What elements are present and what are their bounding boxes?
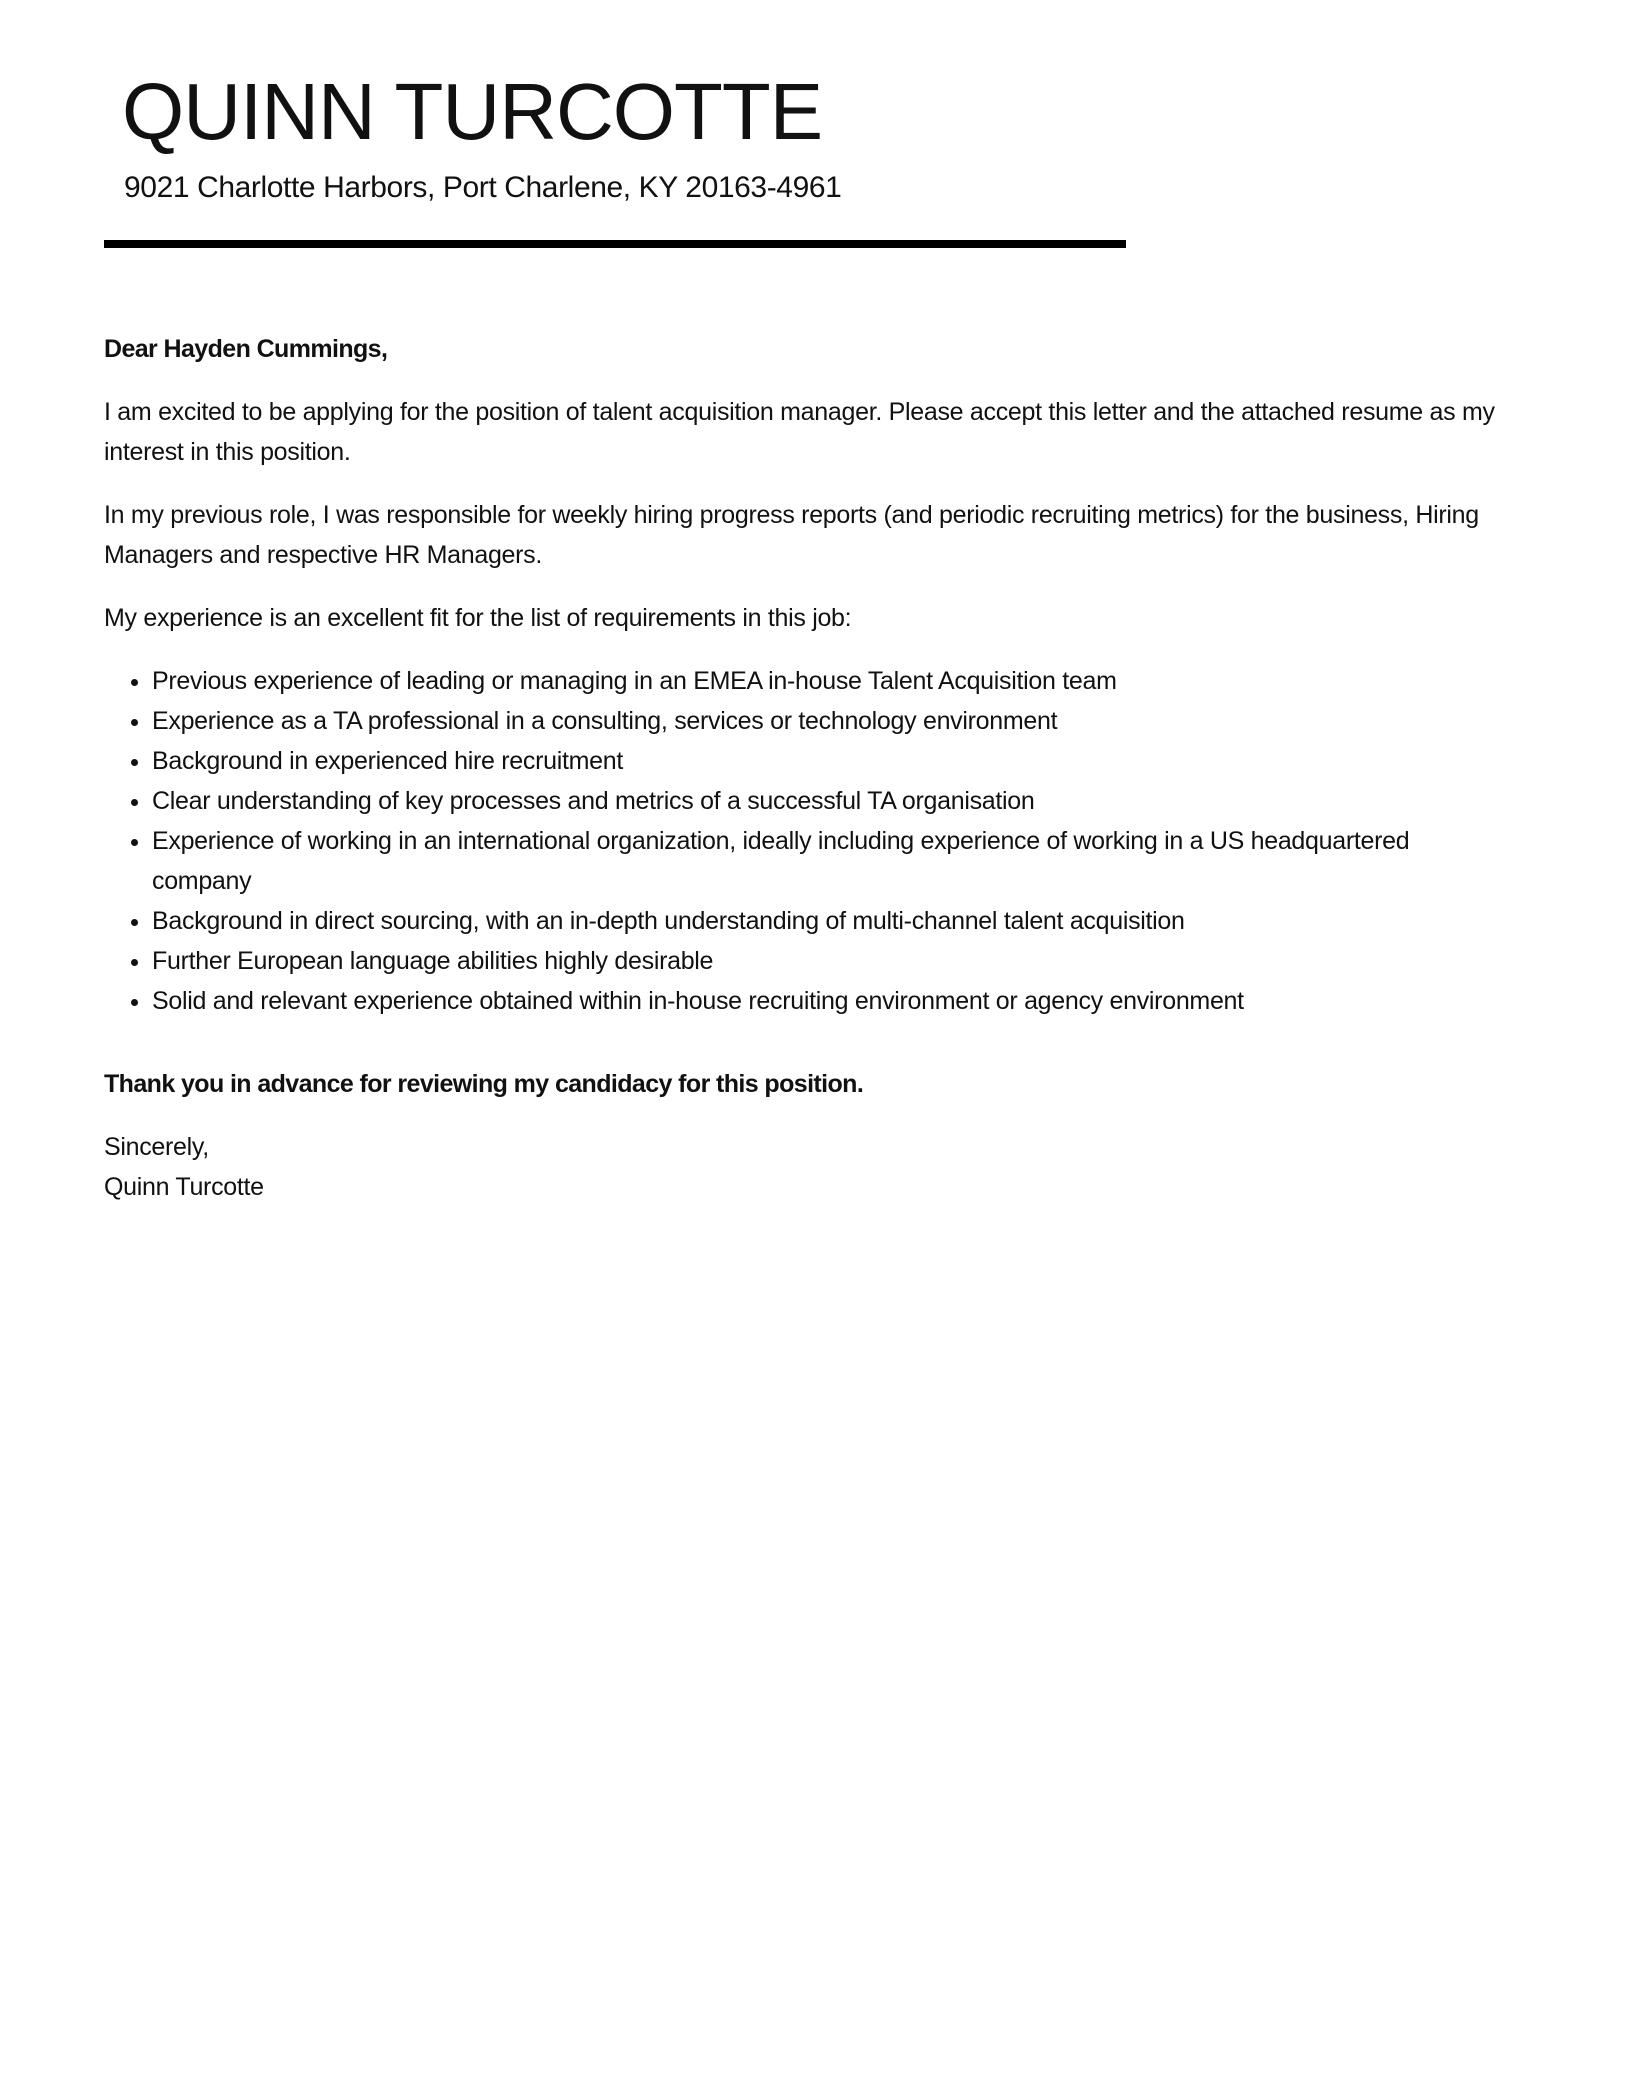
letter-body bbox=[104, 329, 1504, 1207]
header-divider bbox=[104, 240, 1126, 248]
paragraph-requirements-intro: My experience is an excellent fit for the list of requirements in this job: bbox=[104, 604, 852, 632]
salutation: Dear Hayden Cummings, bbox=[104, 335, 388, 363]
signoff: Sincerely, bbox=[104, 1133, 209, 1161]
list-item: • Experience as a TA professional in a consulting, services or technology environment bbox=[152, 701, 1504, 741]
list-item: • Experience of working in an international organization, ideally including experience of working in a US headquartered company bbox=[152, 821, 1504, 901]
applicant-address: 9021 Charlotte Harbors, Port Charlene, KY 20163-4961 bbox=[124, 171, 842, 204]
signature: Quinn Turcotte bbox=[104, 1173, 264, 1201]
paragraph-previous-role: In my previous role, I was responsible for weekly hiring progress reports (and periodic recruiting metrics) for the business, Hiring Managers and respective HR Managers. bbox=[104, 501, 1479, 569]
requirements-list bbox=[104, 661, 1504, 1021]
list-item: • Clear understanding of key processes and metrics of a successful TA organisation bbox=[152, 781, 1504, 821]
applicant-name: QUINN TURCOTTE bbox=[122, 67, 823, 156]
list-item: • Background in experienced hire recruitment bbox=[152, 741, 1504, 781]
closing-line: Thank you in advance for reviewing my candidacy for this position. bbox=[104, 1070, 864, 1098]
list-item: • Background in direct sourcing, with an in-depth understanding of multi-channel talent acquisition bbox=[152, 901, 1504, 941]
list-item: • Further European language abilities highly desirable bbox=[152, 941, 1504, 981]
paragraph-intro: I am excited to be applying for the position of talent acquisition manager. Please accept this letter and the attached resume as my interest in this position. bbox=[104, 398, 1495, 466]
list-item: • Solid and relevant experience obtained within in-house recruiting environment or agency environment bbox=[152, 981, 1504, 1021]
list-item: • Previous experience of leading or managing in an EMEA in-house Talent Acquisition team bbox=[152, 661, 1504, 701]
